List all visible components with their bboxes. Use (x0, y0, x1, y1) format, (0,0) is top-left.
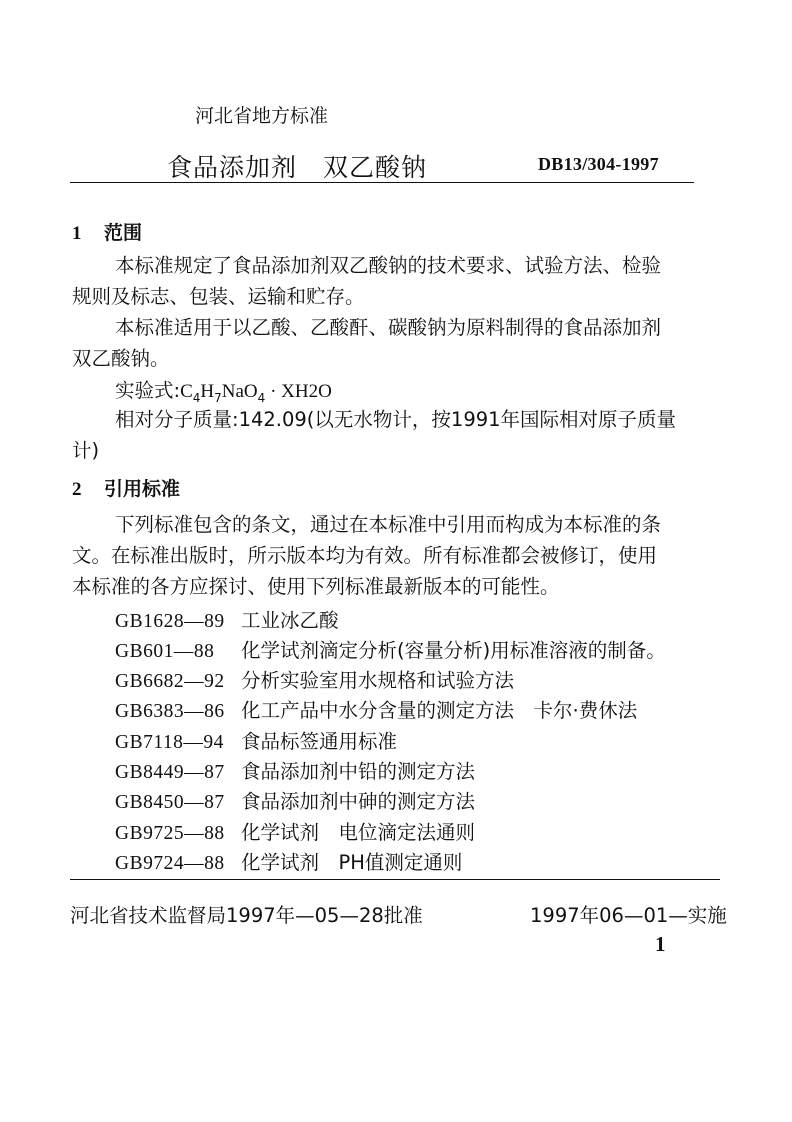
reference-item (115, 605, 339, 635)
reference-code: GB8449—87 (115, 762, 225, 783)
formula-c-sub: 4 (192, 390, 201, 405)
reference-code: GB8450—87 (115, 792, 225, 813)
effective-date: 1997年06—01—实施 (530, 904, 727, 927)
reference-title: 食品标签通用标准 (241, 730, 398, 753)
formula-c: C (180, 381, 193, 402)
section-1-heading (72, 218, 142, 245)
scope-para-2-line-2: 双乙酸钠。 (72, 347, 170, 370)
refs-intro-line-1: 下列标准包含的条文，通过在本标准中引用而构成为本标准的条 (115, 513, 662, 536)
reference-title: 工业冰乙酸 (241, 609, 339, 632)
formula-h: H (200, 381, 215, 402)
reference-code: GB9724—88 (115, 853, 225, 874)
molecular-mass-line-1: 相对分子质量:142.09(以无水物计，按1991年国际相对原子质量 (115, 408, 677, 431)
reference-item (115, 786, 475, 816)
page-number: 1 (655, 932, 666, 956)
reference-title: 食品添加剂中砷的测定方法 (241, 790, 476, 813)
scope-para-1-line-2: 规则及标志、包装、运输和贮存。 (72, 285, 365, 308)
reference-title: 化工产品中水分含量的测定方法 卡尔·费休法 (241, 699, 638, 722)
document-title (167, 148, 427, 184)
scope-para-1-line-1: 本标准规定了食品添加剂双乙酸钠的技术要求、试验方法、检验 (115, 254, 662, 277)
title-part-1: 食品添加剂 (167, 153, 298, 182)
header-divider (70, 182, 694, 183)
reference-item (115, 726, 397, 756)
title-part-2: 双乙酸钠 (323, 153, 428, 182)
reference-item (115, 695, 637, 725)
formula-o-sub: 4 (257, 390, 266, 405)
section-2-number: 2 (72, 479, 82, 500)
molecular-mass-line-2: 计) (72, 439, 100, 462)
reference-code: GB601—88 (115, 641, 215, 662)
empirical-formula (115, 375, 332, 405)
reference-item (115, 756, 475, 786)
approval-date: 河北省技术监督局1997年—05—28批准 (70, 904, 423, 927)
section-1-title: 范围 (104, 222, 143, 244)
refs-intro-line-2: 文。在标准出版时，所示版本均为有效。所有标准都会被修订，使用 (72, 544, 658, 567)
formula-nao: NaO (221, 381, 258, 402)
formula-rest: · XH2O (265, 381, 332, 402)
reference-code: GB7118—94 (115, 732, 224, 753)
scope-para-2-line-1: 本标准适用于以乙酸、乙酸酐、碳酸钠为原料制得的食品添加剂 (115, 316, 662, 339)
reference-title: 食品添加剂中铅的测定方法 (241, 760, 476, 783)
section-2-title: 引用标准 (104, 478, 181, 500)
reference-item (115, 635, 666, 665)
reference-code: GB6383—86 (115, 701, 225, 722)
refs-intro-line-3: 本标准的各方应探讨、使用下列标准最新版本的可能性。 (72, 575, 560, 598)
reference-code: GB1628—89 (115, 611, 225, 632)
footer-divider (70, 879, 720, 880)
section-2-heading (72, 474, 180, 501)
reference-item (115, 817, 475, 847)
formula-label: 实验式: (115, 379, 181, 402)
reference-title: 化学试剂 PH值测定通则 (241, 851, 463, 874)
reference-item (115, 665, 514, 695)
reference-code: GB6682—92 (115, 671, 225, 692)
issuing-authority: 河北省地方标准 (195, 105, 329, 127)
formula-h-sub: 7 (214, 390, 222, 405)
reference-item (115, 847, 462, 877)
reference-title: 化学试剂 电位滴定法通则 (241, 821, 476, 844)
reference-title: 化学试剂滴定分析(容量分析)用标准溶液的制备。 (241, 639, 666, 662)
section-1-number: 1 (72, 223, 82, 244)
reference-code: GB9725—88 (115, 823, 225, 844)
reference-title: 分析实验室用水规格和试验方法 (241, 669, 515, 692)
standard-code: DB13/304-1997 (538, 154, 659, 174)
